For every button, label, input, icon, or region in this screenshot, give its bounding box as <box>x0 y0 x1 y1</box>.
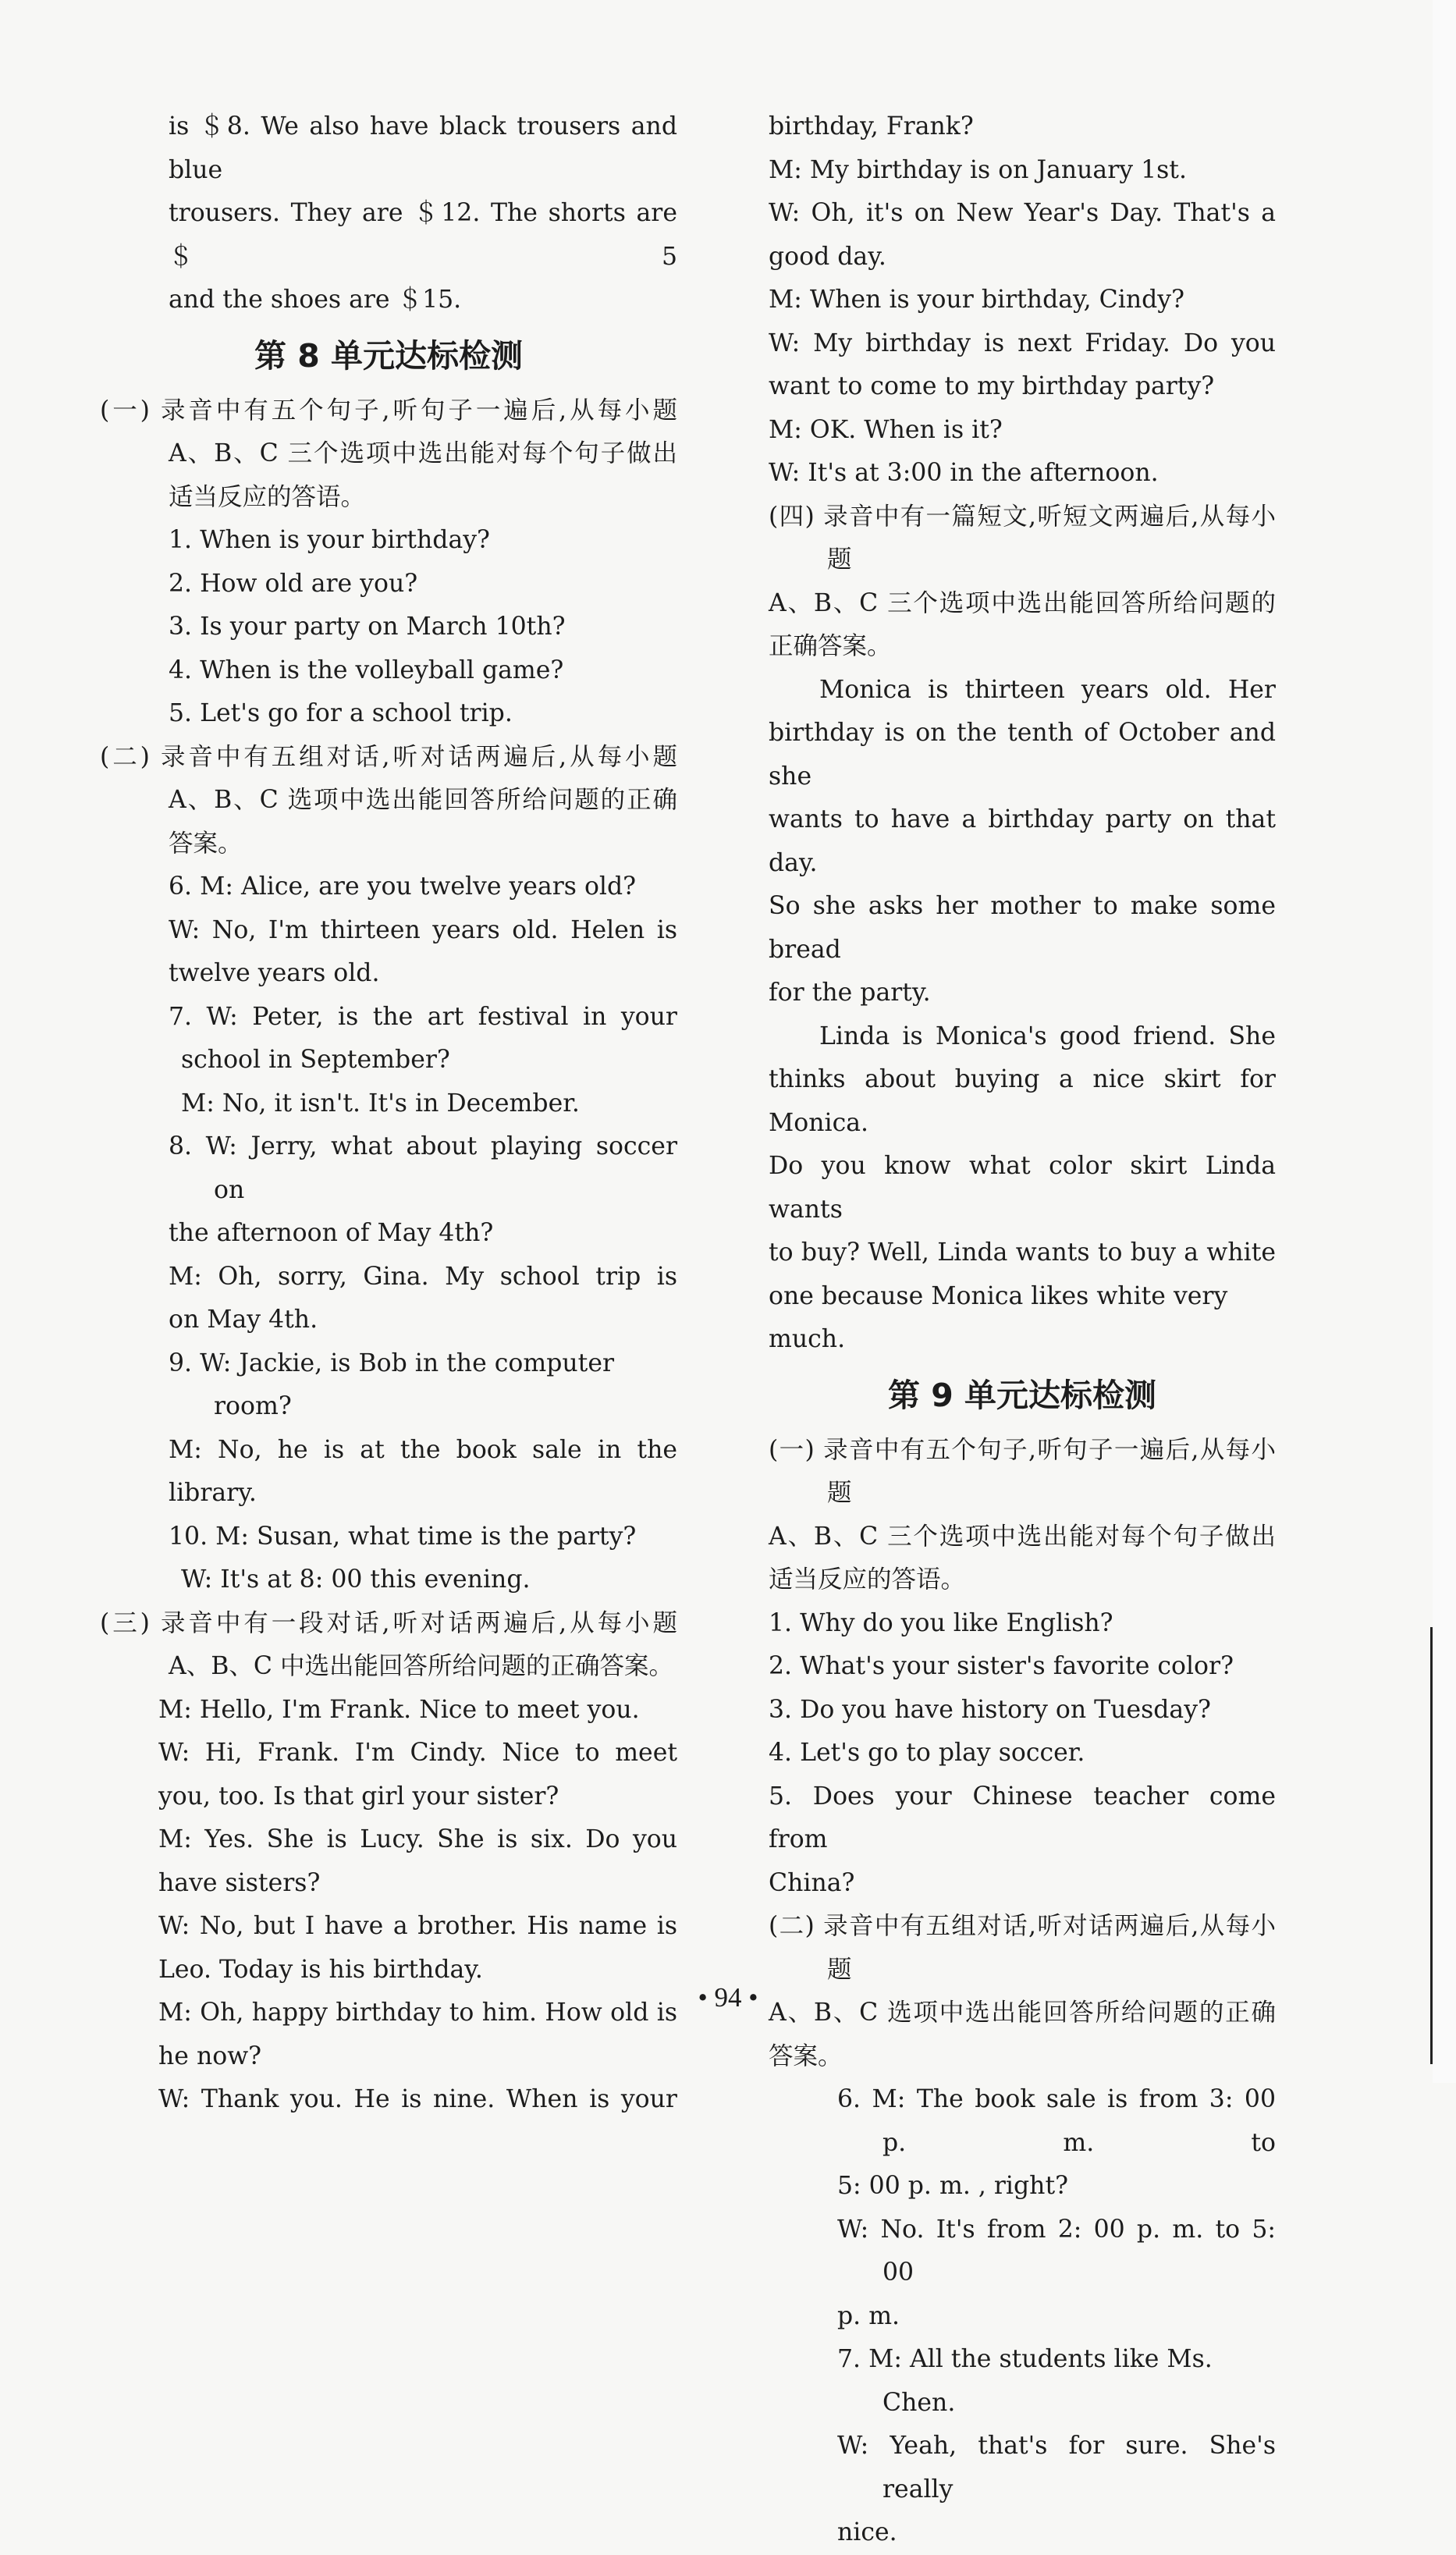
text-line: is ＄8. We also have black trousers and blue <box>169 112 677 184</box>
text-line: school in September? <box>181 1046 450 1074</box>
text-line: A、B、C 选项中选出能回答所给问题的正确 <box>769 1999 1276 2027</box>
text-line: 3. Do you have history on Tuesday? <box>769 1695 1211 1724</box>
text-line: 适当反应的答语。 <box>769 1565 966 1594</box>
text-line: for the party. <box>769 979 931 1007</box>
text-line: A、B、C 中选出能回答所给问题的正确答案。 <box>169 1652 674 1680</box>
text-line: (三) 录音中有一段对话,听对话两遍后,从每小题 <box>100 1608 677 1637</box>
text-line: 4. Let's go to play soccer. <box>769 1739 1085 1767</box>
text-line: 1. When is your birthday? <box>169 526 490 554</box>
text-line: want to come to my birthday party? <box>769 372 1215 400</box>
text-line: 9. W: Jackie, is Bob in the computer room? <box>169 1349 615 1420</box>
text-line: he now? <box>158 2042 262 2070</box>
text-line: A、B、C 三个选项中选出能回答所给问题的 <box>769 588 1276 617</box>
text-line: birthday, Frank? <box>769 112 974 140</box>
text-line: 5: 00 p. m. , right? <box>837 2172 1069 2200</box>
text-line: M: Yes. She is Lucy. She is six. Do you <box>158 1825 677 1853</box>
text-line: thinks about buying a nice skirt for Monica. <box>769 1065 1276 1137</box>
text-line: Linda is Monica's good friend. She <box>819 1022 1276 1050</box>
text-line: nice. <box>837 2518 897 2546</box>
text-line: W: Oh, it's on New Year's Day. That's a <box>769 199 1276 227</box>
text-line: 6. M: The book sale is from 3: 00 p. m. to <box>837 2085 1276 2157</box>
text-line: 7. M: All the students like Ms. Chen. <box>837 2345 1213 2417</box>
text-line: wants to have a birthday party on that day. <box>769 805 1276 877</box>
text-line: to buy? Well, Linda wants to buy a white <box>769 1238 1276 1267</box>
text-line: good day. <box>769 242 886 271</box>
text-line: 4. When is the volleyball game? <box>169 656 564 684</box>
text-line: you, too. Is that girl your sister? <box>158 1782 559 1811</box>
page-number: • 94 • <box>698 1982 758 2013</box>
text-line: W: No, I'm thirteen years old. Helen is <box>169 915 677 944</box>
text-line: twelve years old. <box>169 959 380 987</box>
text-line: M: Oh, happy birthday to him. How old is <box>158 1999 677 2027</box>
text-line: 适当反应的答语。 <box>169 482 366 511</box>
text-line: 答案。 <box>769 2042 843 2070</box>
text-line: on May 4th. <box>169 1306 318 1334</box>
text-line: So she asks her mother to make some bread <box>769 892 1276 964</box>
text-line: W: It's at 8: 00 this evening. <box>181 1565 531 1594</box>
text-line: the afternoon of May 4th? <box>169 1219 494 1247</box>
text-line: p. m. <box>837 2301 900 2330</box>
binding-edge-line <box>1430 1627 1433 2064</box>
text-line: (四) 录音中有一篇短文,听短文两遍后,从每小题 <box>769 502 1276 574</box>
text-line: birthday is on the tenth of October and she <box>769 719 1276 791</box>
text-line: (一) 录音中有五个句子,听句子一遍后,从每小题 <box>769 1435 1276 1507</box>
text-line: 答案。 <box>169 829 243 858</box>
text-line: one because Monica likes white very much. <box>769 1281 1228 1353</box>
right-column <box>769 105 1276 2555</box>
text-line: M: No, he is at the book sale in the <box>169 1435 677 1464</box>
text-line: China? <box>769 1868 855 1897</box>
text-line: A、B、C 选项中选出能回答所给问题的正确 <box>169 786 677 814</box>
text-line: 5. Let's go for a school trip. <box>169 699 513 727</box>
text-line: 6. M: Alice, are you twelve years old? <box>169 872 637 901</box>
left-column <box>100 105 677 2122</box>
text-line: M: Oh, sorry, Gina. My school trip is <box>169 1262 677 1291</box>
text-line: W: Thank you. He is nine. When is your <box>158 2085 677 2113</box>
text-line: M: Hello, I'm Frank. Nice to meet you. <box>158 1695 640 1724</box>
text-line: 正确答案。 <box>769 632 892 660</box>
section-heading: 第 9 单元达标检测 <box>887 1376 1157 1414</box>
text-line: W: My birthday is next Friday. Do you <box>769 329 1276 357</box>
text-line: Monica is thirteen years old. Her <box>819 675 1276 704</box>
text-line: M: No, it isn't. It's in December. <box>181 1089 580 1118</box>
section-heading: 第 8 单元达标检测 <box>254 336 524 375</box>
text-line: W: No, but I have a brother. His name is <box>158 1912 677 1940</box>
text-line: 2. What's your sister's favorite color? <box>769 1652 1234 1680</box>
text-line: Do you know what color skirt Linda wants <box>769 1152 1276 1224</box>
text-line: library. <box>169 1479 257 1507</box>
text-line: Leo. Today is his birthday. <box>158 1955 483 1984</box>
text-line: A、B、C 三个选项中选出能对每个句子做出 <box>769 1522 1276 1551</box>
text-line: have sisters? <box>158 1868 321 1897</box>
text-line: 7. W: Peter, is the art festival in your <box>169 1002 677 1031</box>
text-line: M: When is your birthday, Cindy? <box>769 286 1184 314</box>
text-line: trousers. They are ＄12. The shorts are ＄5 <box>169 199 677 271</box>
page-edge-shade <box>1433 0 1456 2083</box>
text-line: A、B、C 三个选项中选出能对每个句子做出 <box>169 439 677 467</box>
text-line: (一) 录音中有五个句子,听句子一遍后,从每小题 <box>100 396 677 425</box>
text-line: W: No. It's from 2: 00 p. m. to 5: 00 <box>837 2215 1276 2287</box>
text-line: and the shoes are ＄15. <box>169 286 462 314</box>
text-line: 2. How old are you? <box>169 569 418 598</box>
text-line: 8. W: Jerry, what about playing soccer on <box>169 1132 677 1204</box>
text-line: 1. Why do you like English? <box>769 1608 1113 1637</box>
text-line: 10. M: Susan, what time is the party? <box>169 1522 637 1551</box>
text-line: (二) 录音中有五组对话,听对话两遍后,从每小题 <box>769 1912 1276 1984</box>
text-line: 3. Is your party on March 10th? <box>169 613 566 641</box>
text-line: W: Hi, Frank. I'm Cindy. Nice to meet <box>158 1739 677 1767</box>
text-line: W: Yeah, that's for sure. She's really <box>837 2432 1276 2503</box>
text-line: (二) 录音中有五组对话,听对话两遍后,从每小题 <box>100 742 677 771</box>
text-line: M: OK. When is it? <box>769 415 1003 444</box>
text-line: M: My birthday is on January 1st. <box>769 155 1187 184</box>
text-line: 5. Does your Chinese teacher come from <box>769 1782 1276 1853</box>
text-line: W: It's at 3:00 in the afternoon. <box>769 459 1159 487</box>
